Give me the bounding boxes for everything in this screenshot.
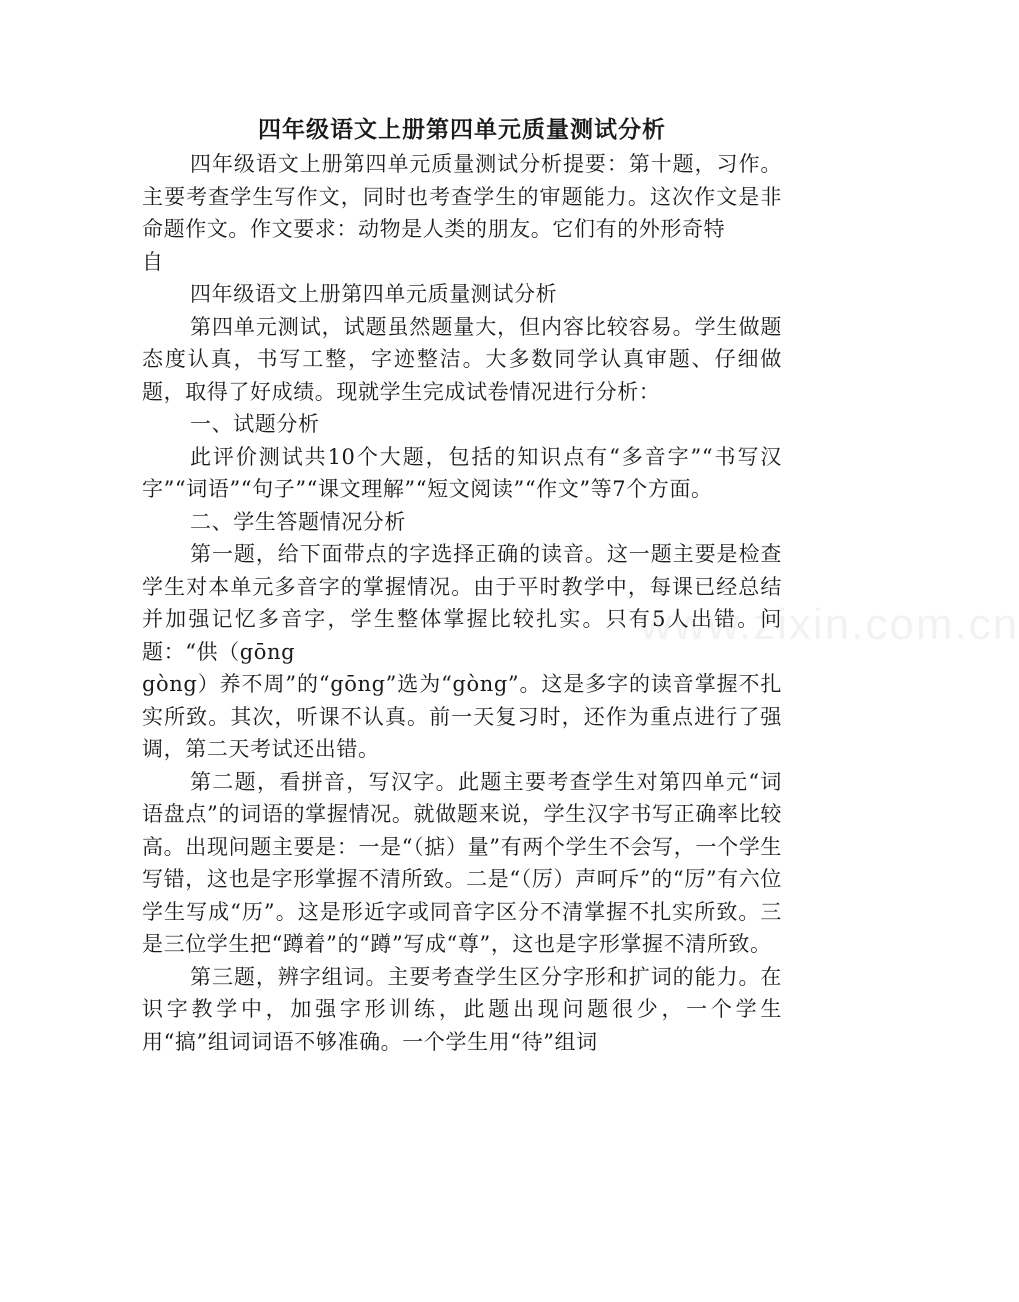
summary-paragraph: 四年级语文上册第四单元质量测试分析提要：第十题，习作。主要考查学生写作文，同时也考查学生的审题能力。这次作文是非命题作文。作文要求：动物是人类的朋友。它们有的外形奇特 [142,152,782,241]
document-page [142,112,782,1058]
document-title: 四年级语文上册第四单元质量测试分析 [258,116,666,143]
q1-paragraph-b: gòng）养不周”的“gōng”选为“gòng”。这是多字的读音掌握不扎实所致。其次，听课不认真。前一天复习时，还作为重点进行了强调，第二天考试还出错。 [142,672,782,761]
intro-paragraph: 第四单元测试，试题虽然题量大，但内容比较容易。学生做题态度认真，书写工整，字迹整洁。大多数同学认真审题、仔细做题，取得了好成绩。现就学生完成试卷情况进行分析： [142,314,782,404]
section1-heading: 一、试题分析 [190,412,320,436]
watermark: www.zixin.com.cn [640,600,1019,649]
section1-paragraph: 此评价测试共10个大题，包括的知识点有“多音字”“书写汉字”“词语”“句子”“课文理解”“短文阅读”“作文”等7个方面。 [142,444,782,501]
q3-paragraph: 第三题，辨字组词。主要考查学生区分字形和扩词的能力。在识字教学中，加强字形训练，此题出现问题很少，一个学生用“搞”组词词语不够准确。一个学生用“待”组词 [142,964,782,1054]
q2-paragraph: 第二题，看拼音，写汉字。此题主要考查学生对第四单元“词语盘点”的词语的掌握情况。就做题来说，学生汉字书写正确率比较高。出现问题主要是：一是“（掂）量”有两个学生不会写，一个学生写错，这也是字形掌握不清所致。二是“（厉）声呵斥”的“厉”有六位学生写成“历”。这是形近字或同音字区分不清掌握不扎实所致。三是三位学生把“蹲着”的“蹲”写成“尊”，这也是字形掌握不清所致。 [142,769,782,956]
summary-tail: 自 [142,249,164,274]
q1-paragraph-a: 第一题，给下面带点的字选择正确的读音。这一题主要是检查学生对本单元多音字的掌握情况。由于平时教学中，每课已经总结并加强记忆多音字，学生整体掌握比较扎实。只有5人出错。问题：“供（gōng [142,542,782,664]
section2-heading: 二、学生答题情况分析 [190,509,406,534]
subtitle: 四年级语文上册第四单元质量测试分析 [190,282,558,306]
